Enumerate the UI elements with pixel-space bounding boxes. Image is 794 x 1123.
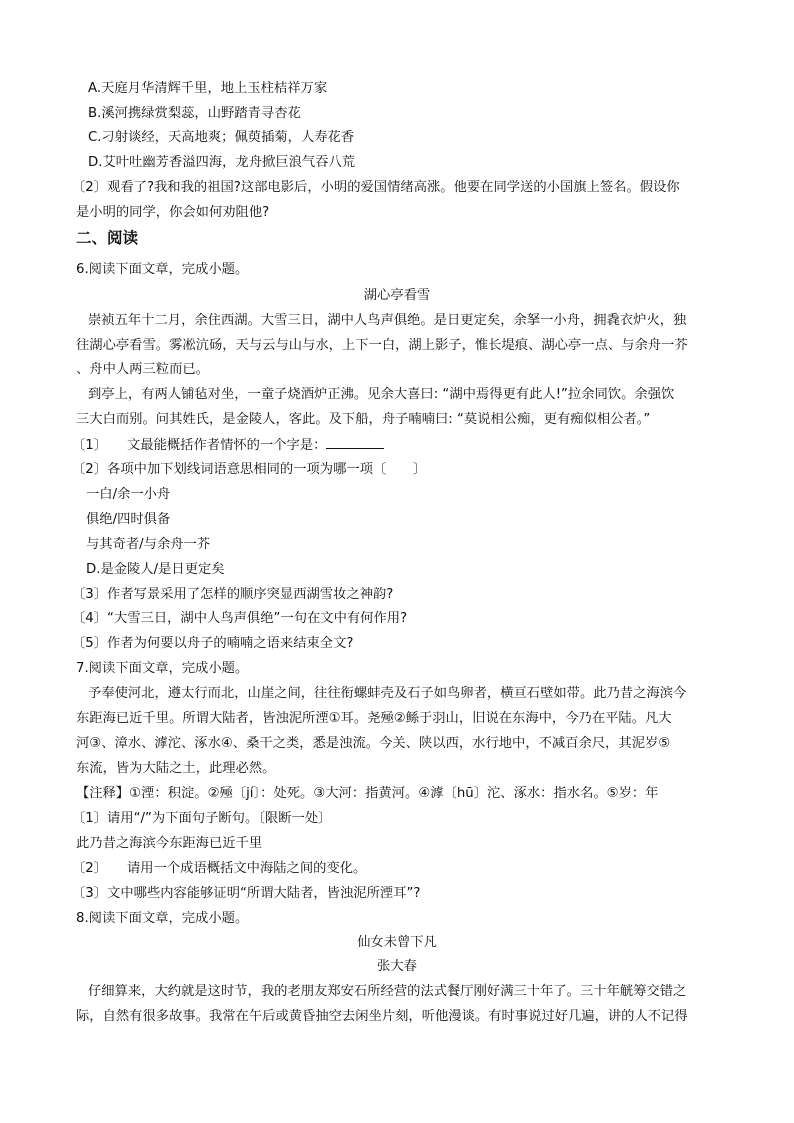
answer-blank bbox=[326, 436, 384, 449]
q8-author: 张大春 bbox=[377, 959, 417, 974]
q7-p1-line4: 东流，皆为大陆之土，此理必然。 bbox=[76, 761, 276, 776]
q7-sentence: 此乃昔之海滨今东距海已近千里 bbox=[76, 836, 263, 851]
q6-passage-title: 湖心亭看雪 bbox=[363, 288, 431, 303]
q6-sub1-text: 〔1〕 文最能概括作者情怀的一个字是： bbox=[72, 438, 327, 453]
q6-sub5: 〔5〕作者为何要以舟子的喃喃之语来结束全文? bbox=[72, 636, 354, 651]
q6-option-c: 与其奇者/与余舟一芥 bbox=[86, 537, 211, 552]
q6-intro: 6.阅读下面文章，完成小题。 bbox=[76, 262, 249, 277]
q7-p1-line1: 予奉使河北，遵太行而北，山崖之间，往往衔螺蚌壳及石子如鸟卵者，横亘石壁如带。此乃昔之海滨今 bbox=[88, 686, 687, 701]
q6-option-a: 一白/余一小舟 bbox=[86, 487, 171, 502]
q7-sub1: 〔1〕请用“/”为下面句子断句。〔限断一处〕 bbox=[72, 811, 332, 826]
q8-p1-line1: 仔细算来，大约就是这时节，我的老朋友郑安石所经营的法式餐厅刚好满三十年了。三十年觥筹交错之 bbox=[88, 984, 687, 999]
option-b: B.溪河携绿赏梨蕊，山野踏青寻杏花 bbox=[88, 106, 301, 121]
option-a: A.天庭月华清辉千里，地上玉柱桔祥万家 bbox=[88, 81, 328, 96]
option-c: C.刁射谈经，天高地爽；佩萸插菊，人寿花香 bbox=[88, 130, 355, 145]
q6-sub4: 〔4〕“大雪三日，湖中人鸟声俱绝”一句在文中有何作用? bbox=[72, 611, 408, 626]
q6-sub3: 〔3〕作者写景采用了怎样的顺序突显西湖雪妆之神韵? bbox=[72, 587, 394, 602]
q6-p2-line2: 三大白而别。问其姓氏，是金陵人，客此。及下船，舟子喃喃曰: “莫说相公痴，更有痴似相公者。” bbox=[76, 412, 651, 427]
q8-p1-line2: 际，自然有很多故事。我常在午后或黄昏抽空去闲坐片刻，听他漫谈。有时事说过好几遍，讲的人不记得 bbox=[76, 1009, 688, 1024]
q5-sub2-line2: 是小明的同学，你会如何劝阻他? bbox=[76, 205, 270, 220]
q6-p1-line1: 崇祯五年十二月，余住西湖。大雪三日，湖中人鸟声俱绝。是日更定矣，余拏一小舟，拥毳衣炉火，独 bbox=[88, 313, 687, 328]
q5-sub2-line1: 〔2〕观看了?我和我的祖国?这部电影后，小明的爱国情绪高涨。他要在同学送的小国旗上签名。假设你 bbox=[72, 180, 680, 195]
q6-p1-line3: 、舟中人两三粒而已。 bbox=[76, 362, 209, 377]
q6-sub1 bbox=[72, 436, 384, 455]
q8-passage-title: 仙女未曾下凡 bbox=[357, 935, 437, 950]
q6-option-b: 俱绝/四时俱备 bbox=[86, 512, 171, 527]
q6-p1-line2: 往湖心亭看雪。雾凇沆砀，天与云与山与水，上下一白，湖上影子，惟长堤痕、湖心亭一点、与余舟一芥 bbox=[76, 338, 688, 353]
q7-sub3: 〔3〕文中哪些内容能够证明“所谓大陆者，皆浊泥所湮耳”? bbox=[72, 886, 421, 901]
q6-option-d: D.是金陵人/是日更定矣 bbox=[86, 562, 225, 577]
q6-sub2: 〔2〕各项中加下划线词语意思相同的一项为哪一项〔 〕 bbox=[72, 462, 427, 477]
q7-p1-line3: 河③、漳水、滹沱、涿水④、桑干之类，悉是浊流。今关、陕以西，水行地中，不减百余尺，其泥岁⑤ bbox=[76, 736, 671, 751]
q6-p2-line1: 到亭上，有两人铺毡对坐，一童子烧酒炉正沸。见余大喜曰: “湖中焉得更有此人!”拉余同饮。余强饮 bbox=[88, 387, 675, 402]
q7-p1-line2: 东距海已近千里。所谓大陆者，皆浊泥所湮①耳。尧殛②鲧于羽山，旧说在东海中，今乃在平陆。凡大 bbox=[76, 711, 672, 726]
section-heading: 二、阅读 bbox=[76, 229, 139, 247]
q7-intro: 7.阅读下面文章，完成小题。 bbox=[76, 661, 249, 676]
q8-intro: 8.阅读下面文章，完成小题。 bbox=[76, 911, 249, 926]
q7-sub2: 〔2〕 请用一个成语概括文中海陆之间的变化。 bbox=[72, 861, 367, 876]
q7-annotation: 【注释】①湮：积淀。②殛〔jí〕：处死。③大河：指黄河。④滹〔hū〕沱、涿水：指水名。⑤岁：年 bbox=[76, 786, 659, 801]
option-d: D.艾叶吐幽芳香溢四海，龙舟掀巨浪气吞八荒 bbox=[88, 155, 356, 170]
